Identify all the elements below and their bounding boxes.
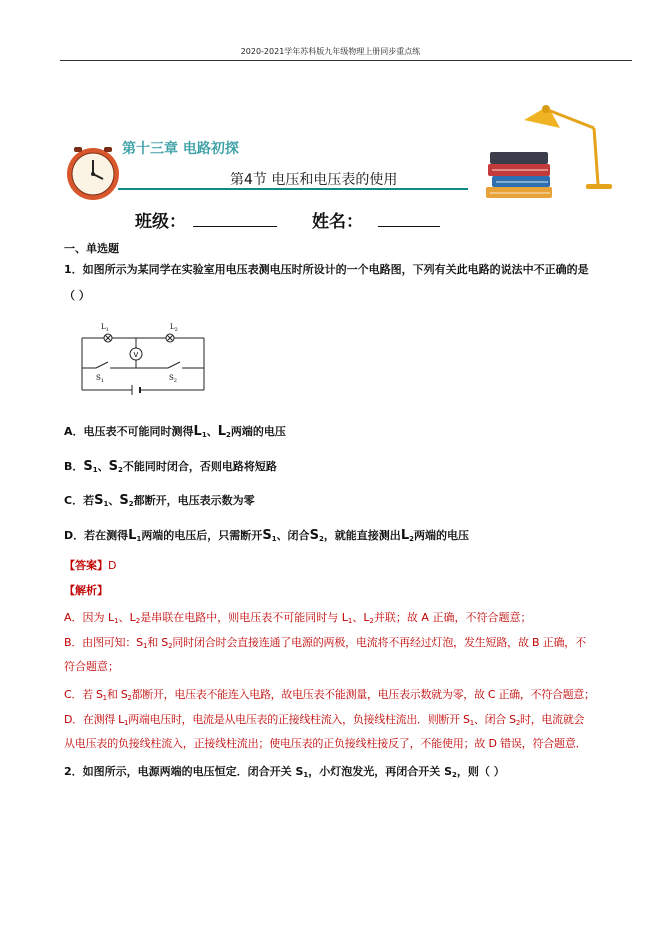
class-blank[interactable] (193, 226, 277, 227)
q1-answer (64, 559, 116, 573)
section-title: 第4节 电压和电压表的使用 (230, 172, 398, 188)
circuit-s1-label: $S_1$ (96, 374, 104, 384)
q1-paren: （ ） (64, 289, 90, 302)
q1-option-b: B．$S_1$、$S_2$不能同时闭合，否则电路将短路 (64, 459, 277, 474)
analysis-tag: 【解析】 (64, 584, 108, 597)
answer-value: D (108, 559, 117, 572)
circuit-l1-label: $L_1$ (101, 323, 109, 333)
lamp-l1-icon (104, 334, 112, 342)
circuit-l2-label: $L_2$ (170, 323, 178, 333)
name-blank[interactable] (378, 226, 440, 227)
lamp-books-icon (478, 100, 628, 200)
analysis-a: A．因为 $L_1$、$L_2$是串联在电路中，则电压表不可能同时与 $L_1$、$L_2$并联；故 A 正确，不符合题意； (64, 611, 532, 625)
answer-tag: 【答案】 (64, 559, 108, 572)
lamp-l2-icon (166, 334, 174, 342)
q1-option-d: D．若在测得$L_1$两端的电压后，只需断开$S_1$、闭合$S_2$，就能直接测出$L_2$两端的电压 (64, 528, 469, 543)
analysis-d-line2: 从电压表的负接线柱流入，正接线柱流出；使电压表的正负接线柱接反了，不能使用；故 D 错误，符合题意． (64, 737, 587, 750)
clock-icon (64, 144, 122, 202)
header-rule (60, 60, 632, 61)
analysis-c: C．若 $S_1$和 $S_2$都断开，电压表不能连入电路，故电压表不能测量，电压表示数就为零，故 C 正确，不符合题意； (64, 688, 595, 702)
analysis-b-line2: 符合题意； (64, 660, 119, 673)
q1-option-c: C．若$S_1$、$S_2$都断开，电压表示数为零 (64, 493, 255, 508)
class-label: 班级： (135, 212, 186, 232)
q2-stem: 2．如图所示，电源两端的电压恒定．闭合开关 $S_1$，小灯泡发光，再闭合开关 $S_2$，则（ ） (64, 765, 505, 779)
chapter-banner (60, 100, 632, 240)
analysis-b: B．由图可知：$S_1$和 $S_2$同时闭合时会直接连通了电源的两极，电流将不再经过灯泡，发生短路，故 B 正确，不 (64, 636, 586, 650)
q1-option-a: A．电压表不可能同时测得$L_1$、$L_2$两端的电压 (64, 424, 286, 439)
battery-icon (132, 385, 140, 395)
chapter-title: 第十三章 电路初探 (122, 141, 239, 157)
voltmeter-label: V (133, 351, 139, 359)
running-header: 2020-2021学年苏科版九年级物理上册同步重点练 (240, 47, 421, 56)
name-label: 姓名： (312, 212, 363, 232)
section-heading: 一、单选题 (64, 242, 119, 255)
circuit-s2-label: $S_2$ (169, 374, 177, 384)
analysis-d: D．在测得 $L_1$两端电压时，电流是从电压表的正接线柱流入，负接线柱流出．则断开 $S_1$、闭合 $S_2$时，电流就会 (64, 713, 585, 727)
q1-stem: 1．如图所示为某同学在实验室用电压表测电压时所设计的一个电路图，下列有关此电路的说法中不正确的是 (64, 263, 589, 276)
banner-rule (118, 188, 468, 190)
q1-circuit-diagram (74, 316, 214, 396)
